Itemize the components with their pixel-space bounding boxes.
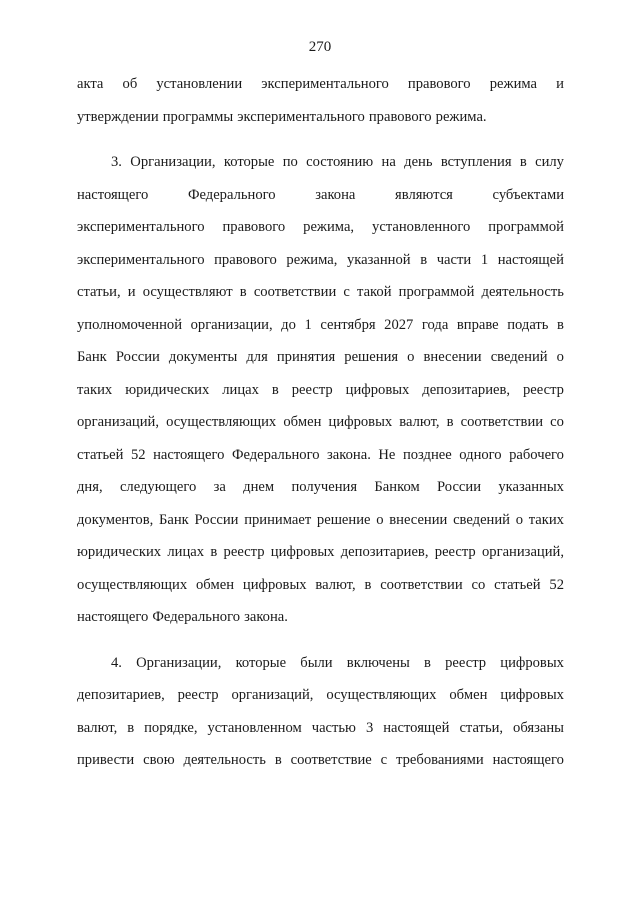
word: России [194, 511, 239, 528]
word: подать [507, 316, 549, 333]
word: депозитариев, [340, 544, 429, 560]
word: осуществляющих [166, 414, 277, 430]
page-number: 270 [308, 39, 332, 55]
word: сведений [453, 511, 510, 528]
word: рабочего [509, 446, 564, 463]
word: на [381, 154, 396, 170]
word: уполномоченной [77, 316, 183, 333]
word: документы [168, 349, 238, 365]
word: следующего [119, 479, 197, 495]
word: субъектами [492, 186, 564, 203]
word: режима [489, 76, 537, 92]
word: дня, [77, 479, 103, 495]
word: статьи, [459, 719, 504, 736]
word: цифровых [345, 381, 410, 398]
word: утверждении [77, 108, 159, 125]
word: порядке, [144, 719, 198, 736]
word: в [210, 544, 218, 560]
word: настоящего [77, 186, 149, 203]
word: которые [235, 654, 287, 671]
text-line [77, 607, 564, 640]
word: цифровых [328, 414, 393, 430]
text-line [77, 185, 564, 218]
word: части [436, 251, 472, 268]
text-line [77, 107, 564, 140]
word: в [364, 576, 372, 593]
word: организаций, [77, 414, 159, 430]
word: закона [315, 186, 356, 203]
word: реестр [177, 687, 219, 703]
word: документов, [77, 511, 154, 528]
word: были [300, 654, 333, 671]
word: настоящего [153, 446, 225, 463]
text-line [77, 510, 564, 543]
paragraph [77, 152, 564, 640]
word: в [519, 154, 527, 170]
word: решения [344, 349, 399, 365]
word: осуществляющих [326, 687, 437, 703]
word: об [122, 76, 138, 92]
word: 52 [130, 446, 146, 463]
word: лицах [167, 544, 205, 560]
text-line [77, 542, 564, 575]
word: лицах [222, 381, 259, 398]
word: депозитариев, [422, 381, 511, 398]
word: 3 [365, 719, 374, 736]
word: реестр [291, 381, 333, 398]
text-line [77, 477, 564, 510]
text-line [77, 750, 564, 783]
word: программой [488, 219, 564, 235]
word: экспериментального [77, 219, 205, 235]
word: экспериментального [261, 76, 389, 92]
word: со [471, 576, 486, 593]
word: Организации, [130, 154, 216, 170]
word: в [557, 316, 564, 333]
word: в [274, 752, 282, 768]
word: внесении [423, 349, 482, 365]
word: программой [398, 284, 475, 300]
text-line [77, 347, 564, 380]
word: такой [357, 284, 392, 300]
word: юридических [77, 544, 162, 560]
word: таких [528, 511, 564, 528]
word: организации, [190, 316, 273, 333]
word: 1 [304, 316, 312, 333]
paragraph-gap [77, 139, 564, 152]
word: до [281, 316, 296, 333]
word: включены [346, 654, 410, 671]
word: настоящей [497, 251, 564, 268]
word: режима, [286, 251, 338, 268]
word: реестр [445, 654, 487, 671]
word: которые [223, 154, 275, 170]
paragraph [77, 653, 564, 783]
word: Организации, [136, 654, 222, 671]
word: организаций, [482, 544, 564, 560]
text-line [77, 250, 564, 283]
word: получения [291, 479, 358, 495]
word: о [556, 349, 564, 365]
word: Банк [77, 349, 107, 365]
word: обмен [283, 414, 322, 430]
word: внесении [389, 511, 448, 528]
word: 4. [111, 654, 122, 671]
word: режима, [303, 219, 355, 235]
word: режима. [435, 108, 487, 125]
document-body [77, 74, 564, 783]
word: организаций, [231, 687, 314, 703]
text-line [77, 575, 564, 608]
word: цифровых [242, 576, 307, 593]
text-line [77, 380, 564, 413]
word: требованиями [396, 752, 484, 768]
word: с [343, 284, 350, 300]
word: установлении [156, 76, 243, 92]
word: о [407, 349, 415, 365]
word: сентября [320, 316, 376, 333]
word: Федерального [187, 186, 276, 203]
word: установленном [207, 719, 302, 736]
word: в [446, 414, 454, 430]
word: экспериментального [77, 251, 205, 268]
word: настоящей [383, 719, 450, 736]
text-line [77, 685, 564, 718]
word: статьей [494, 576, 541, 593]
word: правового [222, 219, 286, 235]
word: депозитариев, [77, 687, 165, 703]
word: года [421, 316, 449, 333]
word: настоящего [77, 609, 149, 625]
word: правового [368, 108, 432, 125]
word: валют, [399, 414, 440, 430]
word: 1 [480, 251, 489, 268]
word: с [380, 752, 388, 768]
text-line [77, 445, 564, 478]
text-line [77, 282, 564, 315]
word: и [127, 284, 136, 300]
word: 3. [111, 154, 122, 170]
word: для [246, 349, 268, 365]
text-line [77, 315, 564, 348]
word: валют, [77, 719, 118, 736]
text-line [77, 217, 564, 250]
word: статьей [77, 446, 124, 463]
word: о [515, 511, 523, 528]
word: являются [395, 186, 453, 203]
word: в [420, 251, 428, 268]
word: цифровых [500, 654, 564, 671]
word: со [550, 414, 564, 430]
word: принимает [244, 511, 312, 528]
word: сведений [490, 349, 548, 365]
word: правового [407, 76, 471, 92]
word: и [556, 76, 564, 92]
word: Федерального [231, 446, 320, 463]
word: цифровых [270, 544, 335, 560]
text-line [77, 718, 564, 751]
text-line [77, 74, 564, 107]
word: правового [214, 251, 277, 268]
word: в [127, 719, 135, 736]
word: о [376, 511, 384, 528]
word: принятия [276, 349, 336, 365]
word: деятельность [183, 752, 266, 768]
word: 52 [549, 576, 564, 593]
word: Не [378, 446, 396, 463]
word: соответствии [253, 284, 337, 300]
word: Банком [374, 479, 420, 495]
word: настоящего [492, 752, 564, 768]
word: деятельность [481, 284, 564, 300]
word: привести [77, 752, 135, 768]
word: обмен [449, 687, 488, 703]
word: состоянию [306, 154, 374, 170]
word: по [282, 154, 298, 170]
word: обмен [195, 576, 235, 593]
word: установленного [372, 219, 471, 235]
word: осуществляющих [77, 576, 188, 593]
word: указанной [346, 251, 411, 268]
word: свою [143, 752, 175, 768]
word: России [437, 479, 482, 495]
word: соответствие [290, 752, 372, 768]
word: программы [162, 108, 234, 125]
word: реестр [223, 544, 265, 560]
word: день [404, 154, 433, 170]
word: частью [311, 719, 356, 736]
paragraph [77, 74, 564, 139]
paragraph-gap [77, 640, 564, 653]
word: реестр [522, 381, 564, 398]
word: вправе [456, 316, 499, 333]
word: закона. [244, 609, 288, 625]
text-line [77, 412, 564, 445]
word: в [424, 654, 431, 671]
text-line [77, 653, 564, 686]
word: силу [535, 154, 564, 170]
word: за [213, 479, 226, 495]
word: днем [243, 479, 275, 495]
word: осуществляют [142, 284, 233, 300]
word: Федерального [152, 609, 240, 625]
word: соответствии [380, 576, 463, 593]
word: позднее [402, 446, 452, 463]
word: соответствии [460, 414, 544, 430]
word: вступления [440, 154, 512, 170]
word: 2027 [384, 316, 414, 333]
word: решение [316, 511, 371, 528]
word: закона. [327, 446, 371, 463]
word: одного [459, 446, 502, 463]
word: таких [77, 381, 113, 398]
word: реестр [434, 544, 476, 560]
word: в [271, 381, 279, 398]
word: акта [77, 76, 104, 92]
word: России [115, 349, 160, 365]
word: валют, [315, 576, 356, 593]
word: указанных [498, 479, 564, 495]
word: статьи, [77, 284, 121, 300]
word: юридических [125, 381, 210, 398]
word: экспериментального [237, 108, 365, 125]
word: обязаны [513, 719, 564, 736]
word: Банк [158, 511, 189, 528]
word: цифровых [500, 687, 564, 703]
text-line [77, 152, 564, 185]
word: в [239, 284, 247, 300]
